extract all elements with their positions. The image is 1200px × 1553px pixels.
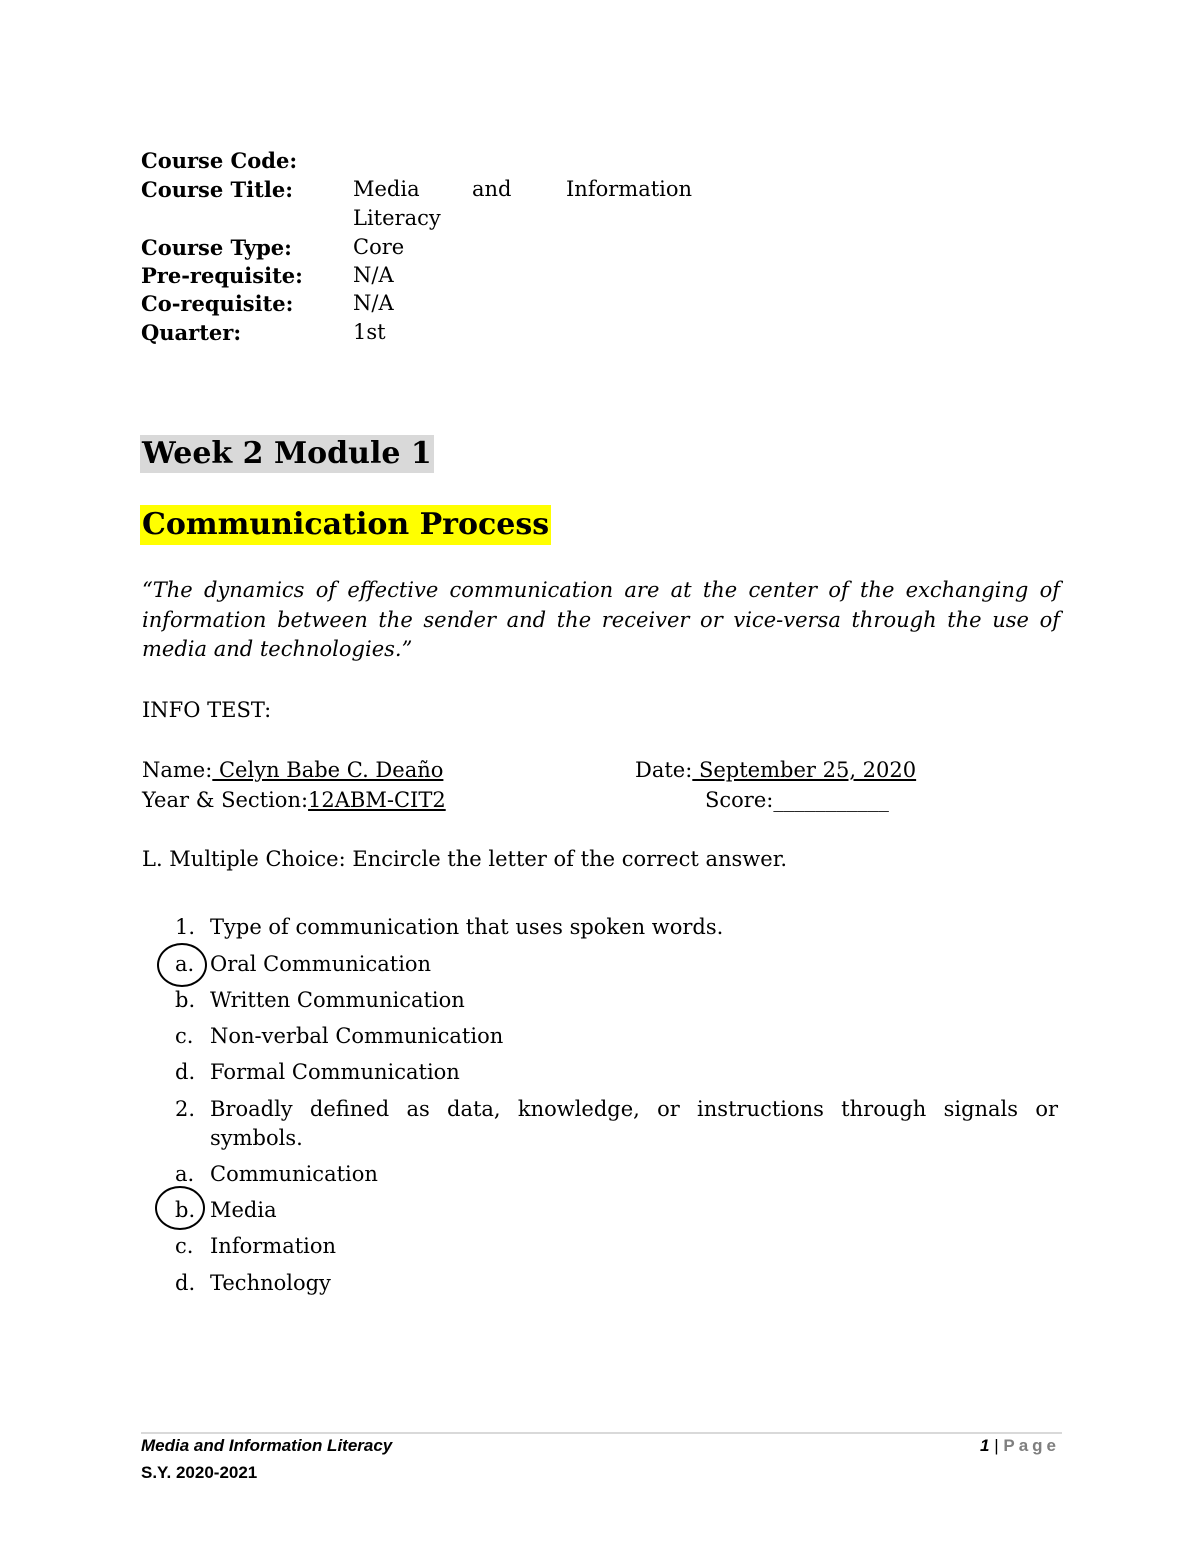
corequisite-value: N/A (353, 291, 394, 315)
footer-divider (141, 1432, 1062, 1434)
corequisite-label: Co-requisite: (141, 291, 294, 316)
footer-page-number (980, 1436, 1060, 1456)
q1-choice-c-letter[interactable]: c. (175, 1024, 194, 1048)
score-label: Score: (705, 788, 774, 812)
q2-choice-c-letter[interactable]: c. (175, 1234, 194, 1258)
q2-choice-d-letter[interactable]: d. (175, 1271, 196, 1295)
q1-choice-a-text: Oral Communication (210, 952, 432, 976)
q1-choice-b-letter[interactable]: b. (175, 988, 196, 1012)
question-2-text-line1: Broadly defined as data, knowledge, or instructions through signals or (210, 1097, 1058, 1121)
date-value: September 25, 2020 (692, 758, 917, 782)
answer-circle-q1 (157, 943, 207, 987)
prerequisite-value: N/A (353, 263, 394, 287)
week-module-heading: Week 2 Module 1 (142, 436, 432, 471)
course-title-word-1: Media (353, 177, 420, 201)
course-type-label: Course Type: (141, 235, 292, 260)
score-line (705, 788, 889, 812)
q1-choice-d-letter[interactable]: d. (175, 1060, 196, 1084)
page-number: 1 (980, 1436, 990, 1455)
q1-choice-d-text: Formal Communication (210, 1060, 460, 1084)
q1-choice-b-text: Written Communication (210, 988, 465, 1012)
q2-choice-a-letter[interactable]: a. (175, 1162, 195, 1186)
score-blank: ___________ (773, 788, 889, 812)
answer-circle-q2 (155, 1186, 205, 1230)
section-line (142, 788, 446, 812)
q2-choice-c-text: Information (210, 1234, 337, 1258)
q2-choice-b-text: Media (210, 1198, 277, 1222)
question-2-text-line2: symbols. (210, 1126, 303, 1150)
topic-heading: Communication Process (140, 505, 551, 545)
question-1-text: Type of communication that uses spoken words. (210, 915, 724, 939)
page-label: Page (1003, 1436, 1060, 1455)
module-quote: “The dynamics of effective communication are at the center of the exchanging of information between the sender and the receiver or vice-versa through the use of media and technologies.” (142, 578, 1060, 661)
course-title-line2: Literacy (353, 206, 441, 230)
question-1-number: 1. (175, 915, 196, 939)
name-label: Name: (142, 758, 213, 782)
quarter-label: Quarter: (141, 320, 242, 345)
course-title-label: Course Title: (141, 177, 293, 202)
q1-choice-c-text: Non-verbal Communication (210, 1024, 504, 1048)
name-line (142, 758, 443, 782)
footer-course-name: Media and Information Literacy (141, 1436, 393, 1455)
course-title-word-2: and (472, 177, 512, 201)
date-label: Date: (635, 758, 693, 782)
q2-choice-d-text: Technology (210, 1271, 331, 1295)
footer-school-year: S.Y. 2020-2021 (141, 1463, 258, 1482)
q2-choice-a-text: Communication (210, 1162, 378, 1186)
section-value: 12ABM-CIT2 (308, 788, 446, 812)
course-type-value: Core (353, 235, 405, 259)
page-separator: | (994, 1436, 999, 1455)
course-title-word-3: Information (566, 177, 693, 201)
question-2-number: 2. (175, 1097, 196, 1121)
name-value: Celyn Babe C. Deaño (212, 758, 444, 782)
q2-choice-b-letter[interactable]: b. (175, 1198, 196, 1222)
instructions: L. Multiple Choice: Encircle the letter of the correct answer. (142, 847, 788, 871)
info-test-heading: INFO TEST: (142, 698, 272, 722)
quarter-value: 1st (353, 320, 386, 344)
prerequisite-label: Pre-requisite: (141, 263, 303, 288)
q1-choice-a-letter[interactable]: a. (175, 952, 195, 976)
date-line (635, 758, 916, 782)
section-label: Year & Section: (142, 788, 309, 812)
course-code-label: Course Code: (141, 148, 298, 173)
